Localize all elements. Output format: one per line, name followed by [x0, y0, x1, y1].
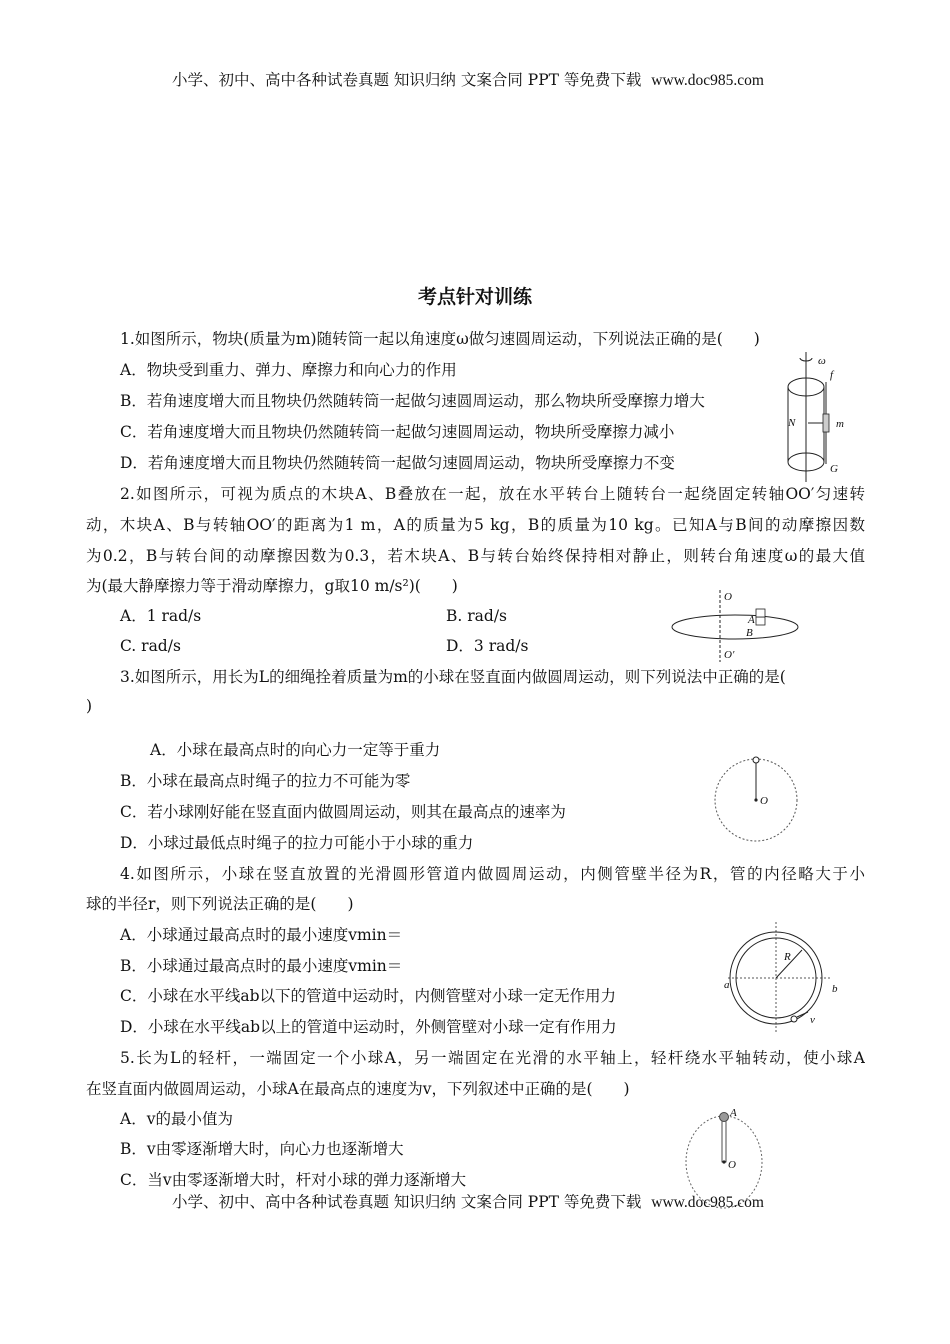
q3-stem-line1: 3.如图所示，用长为L的细绳拴着质量为m的小球在竖直面内做圆周运动，则下列说法中正确的是(: [120, 668, 786, 686]
q4-stem-line1: 4.如图所示，小球在竖直放置的光滑圆形管道内做圆周运动，内侧管壁半径为R，管的内径略大于小: [120, 865, 865, 883]
q4-option-b: B．小球通过最高点时的最小速度vmin＝: [120, 957, 403, 975]
axis-top-label: O: [724, 591, 732, 603]
mass-label: m: [836, 418, 844, 430]
q1-cylinder-figure: [770, 352, 850, 482]
q3-option-b: B．小球在最高点时绳子的拉力不可能为零: [120, 772, 411, 790]
q4-option-c: C．小球在水平线ab以下的管道中运动时，内侧管壁对小球一定无作用力: [120, 987, 617, 1005]
q4-tube-figure: [720, 922, 840, 1032]
q5-stem-line1: 5.长为L的轻杆，一端固定一个小球A，另一端固定在光滑的水平轴上，轻杆绕水平轴转动，使小球A: [120, 1049, 865, 1067]
point-b-label: b: [832, 983, 838, 995]
center-label: O: [760, 795, 768, 807]
q3-stem-line2: ): [86, 697, 93, 715]
q2-option-c: C. rad/s: [120, 637, 181, 655]
q1-option-d: D．若角速度增大而且物块仍然随转筒一起做匀速圆周运动，物块所受摩擦力不变: [120, 454, 675, 472]
block-b-label: B: [746, 627, 753, 639]
header-url: www.doc985.com: [651, 72, 764, 89]
q4-stem-line2: 球的半径r，则下列说法正确的是( ): [86, 895, 354, 913]
q3-option-a: A．小球在最高点时的向心力一定等于重力: [150, 741, 441, 759]
q4-option-d: D．小球在水平线ab以上的管道中运动时，外侧管壁对小球一定有作用力: [120, 1018, 617, 1036]
page-title: 考点针对训练: [417, 286, 532, 308]
footer-text: 小学、初中、高中各种试卷真题 知识归纳 文案合同 PPT 等免费下载: [172, 1193, 642, 1211]
q5-option-c: C．当v由零逐渐增大时，杆对小球的弹力逐渐增大: [120, 1171, 467, 1189]
axis-bottom-label: O′: [724, 649, 735, 661]
q1-option-a: A．物块受到重力、弹力、摩擦力和向心力的作用: [120, 361, 457, 379]
q2-option-b: B. rad/s: [446, 607, 507, 625]
ball-label: A: [730, 1107, 737, 1119]
q5-stem-line2: 在竖直面内做圆周运动，小球A在最高点的速度为v，下列叙述中正确的是( ): [86, 1080, 630, 1098]
point-a-label: a: [724, 979, 730, 991]
q4-option-a: A．小球通过最高点时的最小速度vmin＝: [120, 926, 403, 944]
q1-stem: 1.如图所示，物块(质量为m)随转筒一起以角速度ω做匀速圆周运动，下列说法正确的是( ): [120, 330, 760, 348]
q1-option-b: B．若角速度增大而且物块仍然随转筒一起做匀速圆周运动，那么物块所受摩擦力增大: [120, 392, 705, 410]
q3-circle-figure: [712, 758, 802, 848]
q2-stem-line1: 2.如图所示，可视为质点的木块A、B叠放在一起，放在水平转台上随转台一起绕固定转轴OO′匀速转: [120, 485, 865, 503]
omega-label: ω: [818, 355, 826, 367]
friction-label: f: [830, 369, 834, 381]
q2-turntable-figure: [670, 590, 800, 662]
radius-label: R: [784, 951, 791, 963]
q1-option-c: C．若角速度增大而且物块仍然随转筒一起做匀速圆周运动，物块所受摩擦力减小: [120, 423, 675, 441]
page-header: [172, 68, 764, 90]
header-text: 小学、初中、高中各种试卷真题 知识归纳 文案合同 PPT 等免费下载: [172, 71, 642, 89]
normal-force-label: N: [788, 417, 796, 429]
velocity-label: v: [810, 1014, 815, 1026]
q2-stem-line2: 动，木块A、B与转轴OO′的距离为1 m，A的质量为5 kg，B的质量为10 kg。已知A与B间的动摩擦因数: [86, 516, 865, 534]
q2-stem-line4: 为(最大静摩擦力等于滑动摩擦力，g取10 m/s²)( ): [86, 577, 458, 595]
block-a-label: A: [748, 614, 755, 626]
q2-option-a: A．1 rad/s: [120, 607, 202, 625]
q2-stem-line3: 为0.2，B与转台间的动摩擦因数为0.3，若木块A、B与转台始终保持相对静止，则转台角速度ω的最大值: [86, 547, 865, 565]
q3-option-c: C．若小球刚好能在竖直面内做圆周运动，则其在最高点的速率为: [120, 803, 566, 821]
gravity-label: G: [830, 463, 838, 475]
page-footer: [172, 1190, 764, 1212]
q5-option-b: B．v由零逐渐增大时，向心力也逐渐增大: [120, 1140, 404, 1158]
q2-option-d: D．3 rad/s: [446, 637, 529, 655]
q3-option-d: D．小球过最低点时绳子的拉力可能小于小球的重力: [120, 834, 474, 852]
axis-label: O: [728, 1159, 736, 1171]
footer-url: www.doc985.com: [651, 1194, 764, 1211]
q5-option-a: A．v的最小值为: [120, 1110, 233, 1128]
